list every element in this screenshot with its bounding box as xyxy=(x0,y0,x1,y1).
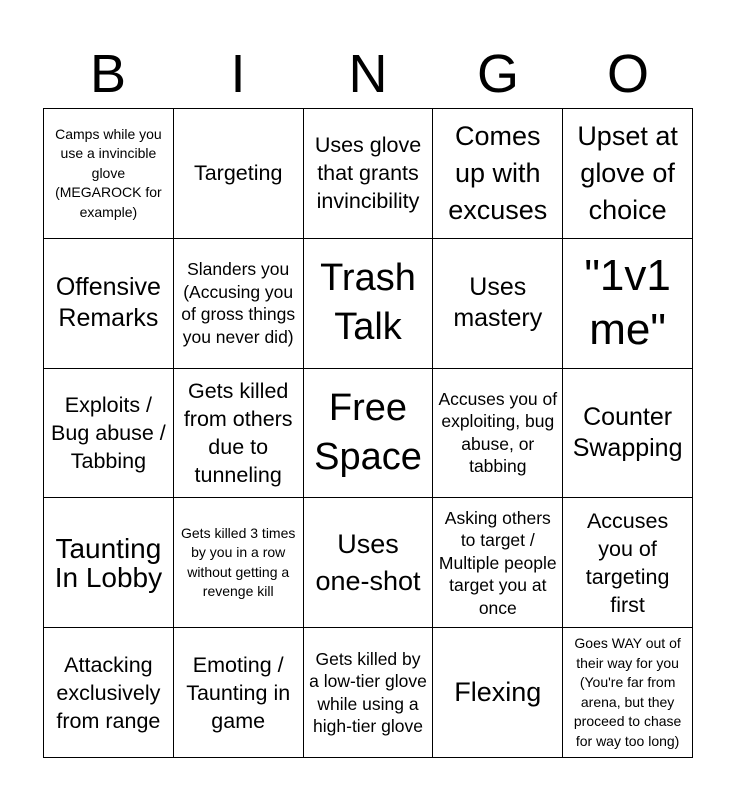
bingo-cell[interactable]: "1v1 me" xyxy=(563,239,693,369)
bingo-cell[interactable]: Exploits / Bug abuse / Tabbing xyxy=(44,369,174,499)
bingo-cell[interactable]: Gets killed from others due to tunneling xyxy=(174,369,304,499)
bingo-cell[interactable]: Taunting In Lobby xyxy=(44,498,174,628)
bingo-cell[interactable]: Uses mastery xyxy=(433,239,563,369)
bingo-cell[interactable]: Camps while you use a invincible glove (MEGAROCK for example) xyxy=(44,109,174,239)
bingo-cell[interactable]: Uses glove that grants invincibility xyxy=(304,109,434,239)
bingo-cell[interactable]: Gets killed by a low-tier glove while using a high-tier glove xyxy=(304,628,434,758)
bingo-cell[interactable]: Asking others to target / Multiple people target you at once xyxy=(433,498,563,628)
header-letter-g: G xyxy=(476,44,519,104)
bingo-cell[interactable]: Offensive Remarks xyxy=(44,239,174,369)
bingo-cell[interactable]: Targeting xyxy=(174,109,304,239)
bingo-cell[interactable]: Trash Talk xyxy=(304,239,434,369)
bingo-cell[interactable]: Gets killed 3 times by you in a row without getting a revenge kill xyxy=(174,498,304,628)
bingo-cell[interactable]: Counter Swapping xyxy=(563,369,693,499)
header-letter-b: B xyxy=(89,44,127,104)
bingo-cell[interactable]: Accuses you of exploiting, bug abuse, or tabbing xyxy=(433,369,563,499)
bingo-cell[interactable]: Goes WAY out of their way for you (You're far from arena, but they proceed to chase for way too long) xyxy=(563,628,693,758)
bingo-cell[interactable]: Emoting / Taunting in game xyxy=(174,628,304,758)
bingo-cell[interactable]: Flexing xyxy=(433,628,563,758)
bingo-header xyxy=(43,40,693,108)
bingo-cell[interactable]: Comes up with excuses xyxy=(433,109,563,239)
bingo-cell[interactable]: Slanders you (Accusing you of gross things you never did) xyxy=(174,239,304,369)
bingo-grid xyxy=(43,108,693,758)
header-letter-i: I xyxy=(230,44,246,104)
bingo-cell free-space[interactable]: Free Space xyxy=(304,369,434,499)
bingo-cell[interactable]: Accuses you of targeting first xyxy=(563,498,693,628)
bingo-cell[interactable]: Upset at glove of choice xyxy=(563,109,693,239)
header-letter-o: O xyxy=(606,44,649,104)
bingo-cell[interactable]: Attacking exclusively from range xyxy=(44,628,174,758)
header-letter-n: N xyxy=(348,44,388,104)
bingo-cell[interactable]: Uses one-shot xyxy=(304,498,434,628)
